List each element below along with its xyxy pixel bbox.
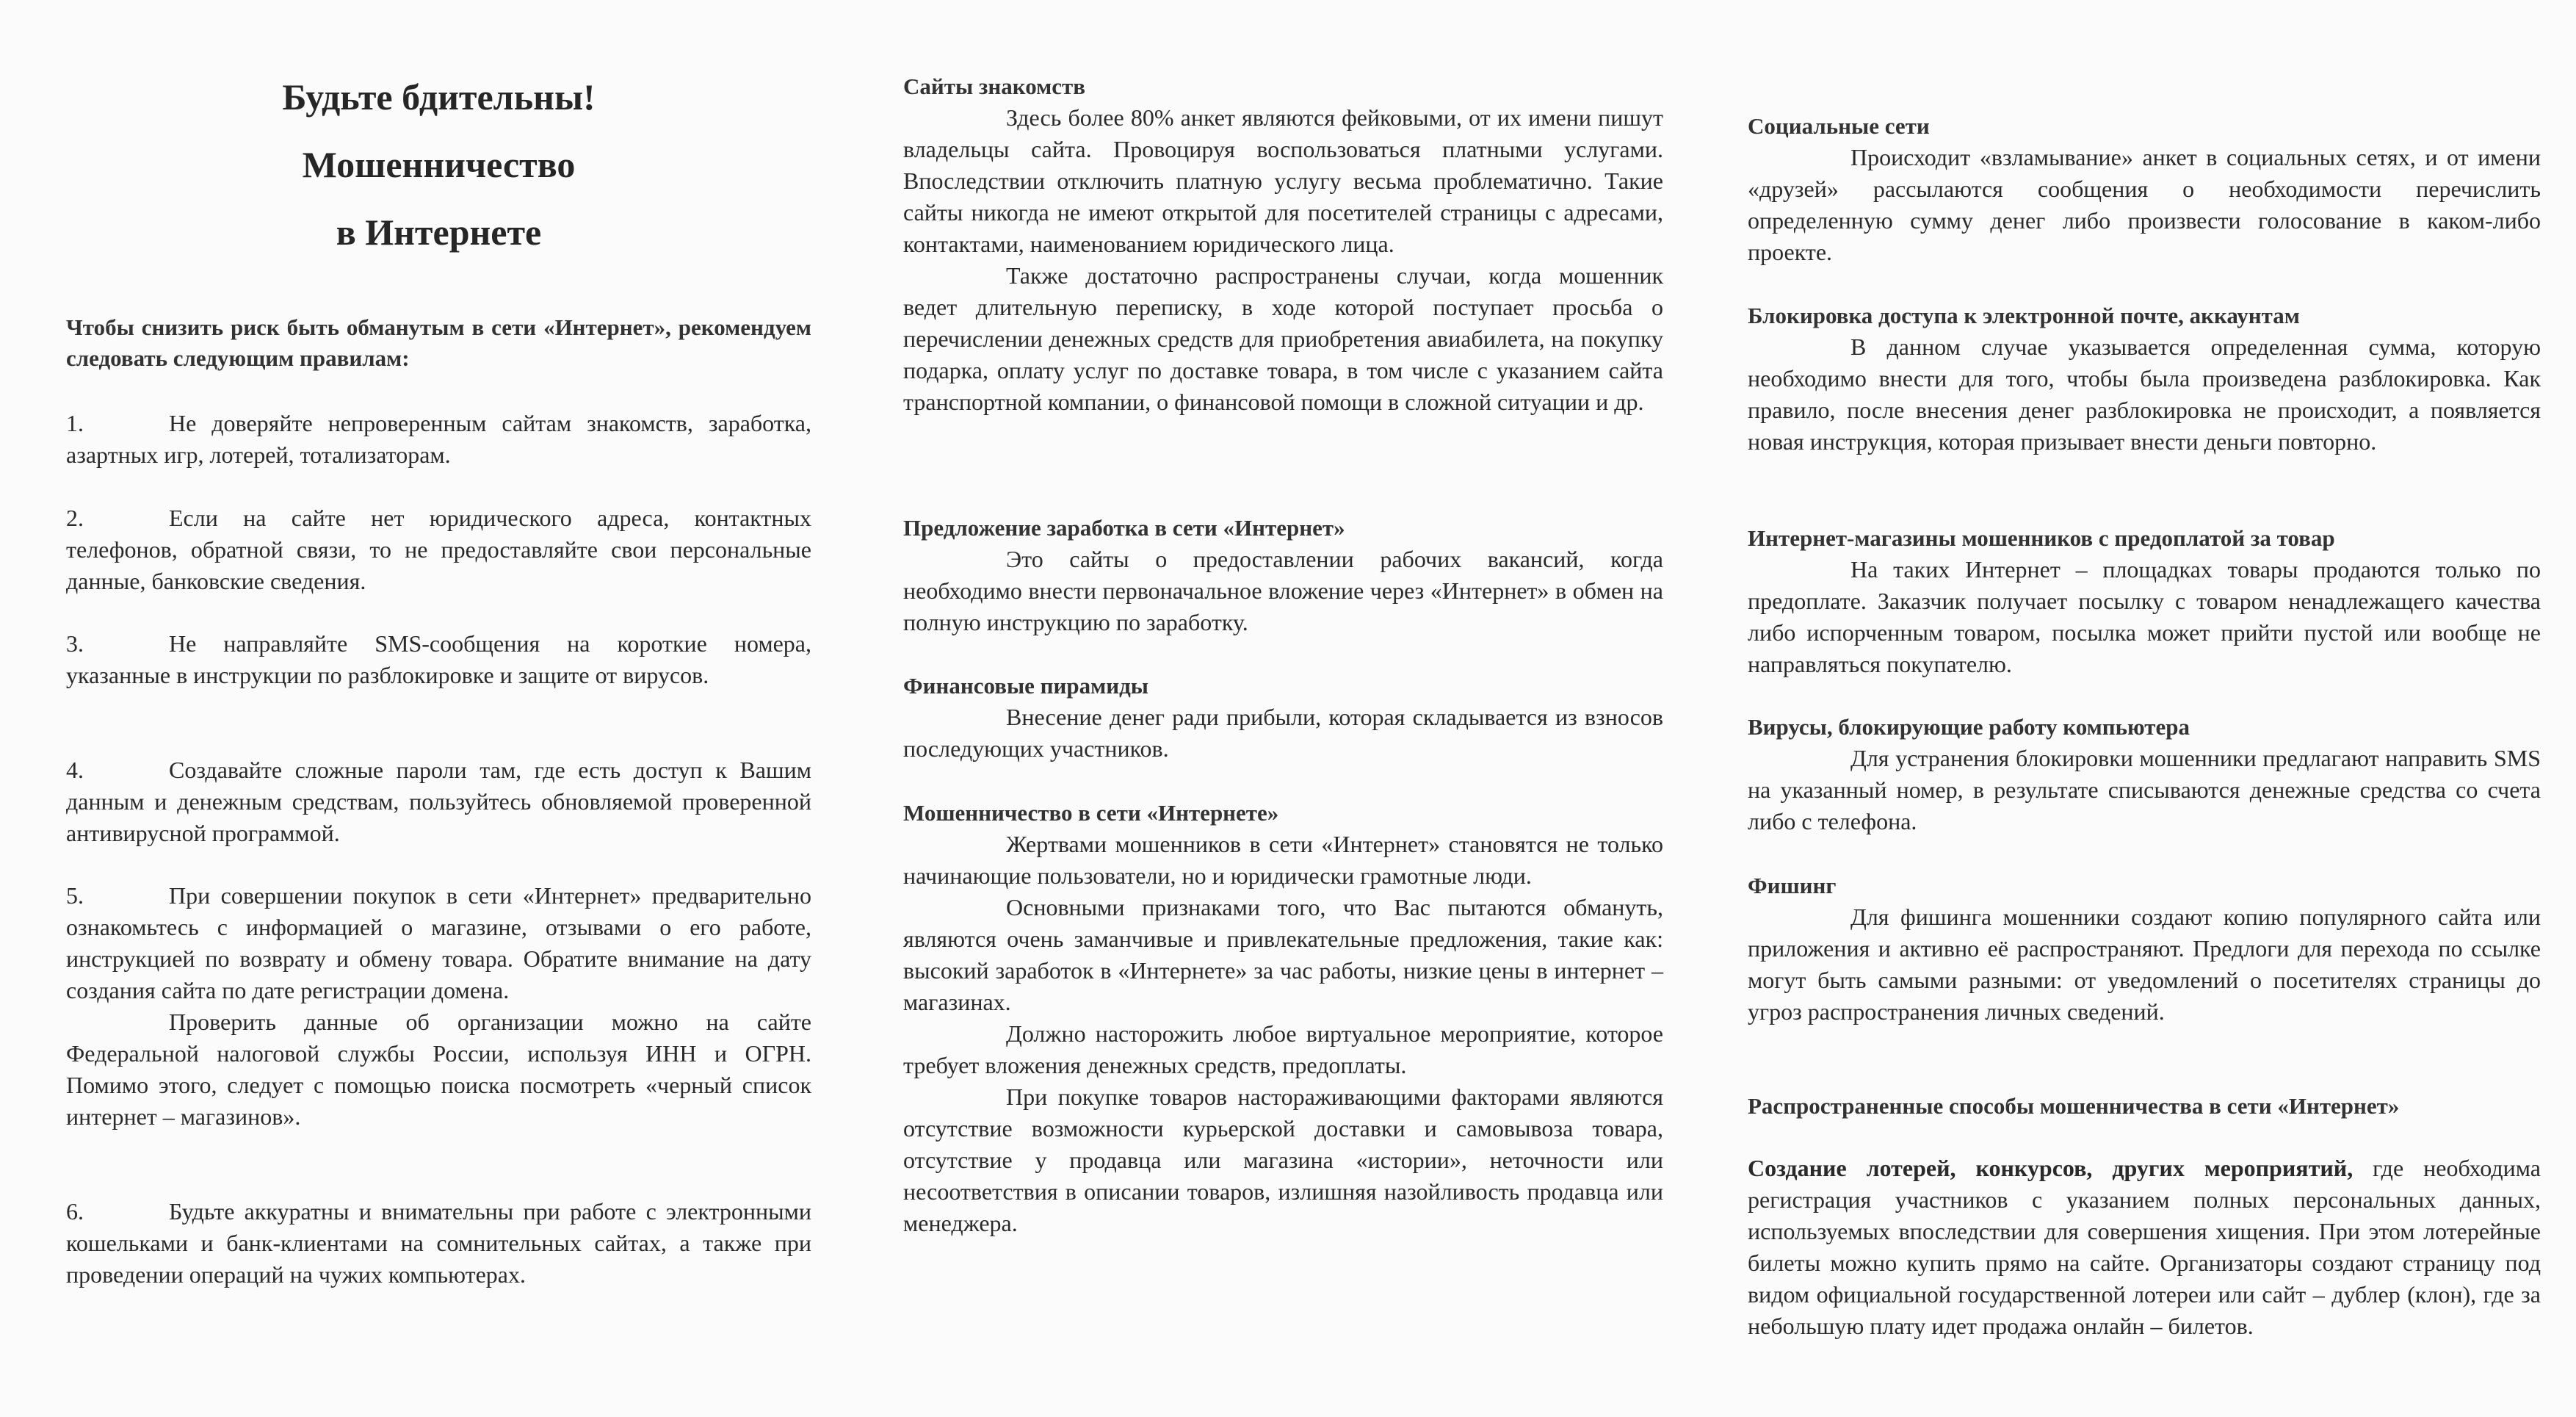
section-paragraph: Жертвами мошенников в сети «Интернет» становятся не только начинающие пользователи, но и юридически грамотные люди. <box>903 831 1663 889</box>
section-account-blocking <box>1748 300 2541 458</box>
rule-5-extra: Проверить данные об организации можно на сайте Федеральной налоговой службы России, используя ИНН и ОГРН. Помимо этого, следует с помощью поиска посмотреть «черный список интернет – магазинов». <box>66 1009 811 1130</box>
rule-5 <box>66 880 811 1133</box>
section-paragraph: На таких Интернет – площадках товары продаются только по предоплате. Заказчик получает посылку с товаром ненадлежащего качества либо испорченным товаром, посылка может прийти пустой или вообще не направляться покупателю. <box>1748 556 2541 677</box>
rule-2 <box>66 502 811 597</box>
rule-3 <box>66 628 811 691</box>
rule-text: Будьте аккуратны и внимательны при работе с электронными кошельками и банк-клиентами на сомнительных сайтах, а также при проведении операций на чужих компьютерах. <box>66 1198 811 1288</box>
section-paragraph: Это сайты о предоставлении рабочих вакансий, когда необходимо внести первоначальное вложение через «Интернет» в обмен на полную инструкцию по заработку. <box>903 546 1663 635</box>
section-heading: Вирусы, блокирующие работу компьютера <box>1748 714 2190 740</box>
section-fraud-shops <box>1748 522 2541 680</box>
rule-6 <box>66 1196 811 1291</box>
rule-text: Не направляйте SMS-сообщения на короткие номера, указанные в инструкции по разблокировке и защите от вирусов. <box>66 630 811 688</box>
section-paragraph: Основными признаками того, что Вас пытаются обмануть, являются очень заманчивые и привлекательные предложения, такие как: высокий заработок в «Интернете» за час работы, низкие цены в интернет – магазинах. <box>903 894 1663 1015</box>
section-paragraph: Для устранения блокировки мошенники предлагают направить SMS на указанный номер, в результате списываются денежные средства со счета либо с телефона. <box>1748 745 2541 834</box>
section-paragraph <box>1748 1153 2541 1342</box>
section-dating-sites <box>903 71 1663 418</box>
rule-text: При совершении покупок в сети «Интернет» предварительно ознакомьтесь с информацией о магазине, отзывами о его работе, инструкцией по возврату и обмену товара. Обратите внимание на дату создания сайта по дате регистрации домена. <box>66 882 811 1003</box>
section-internet-fraud <box>903 797 1663 1239</box>
section-paragraph: Здесь более 80% анкет являются фейковыми, от их имени пишут владельцы сайта. Провоцируя воспользоваться платными услугами. Впоследствии отключить платную услугу весьма проблематично. Такие сайты никогда не имеют открытой для посетителей страницы с адресами, контактами, наименованием юридического лица. <box>903 104 1663 257</box>
rule-number: 5. <box>66 882 84 909</box>
section-earnings-offer <box>903 512 1663 638</box>
section-social-networks <box>1748 110 2541 268</box>
section-heading: Сайты знакомств <box>903 73 1085 99</box>
rule-4 <box>66 754 811 849</box>
section-paragraph: Для фишинга мошенники создают копию популярного сайта или приложения и активно её распространяют. Предлоги для перехода по ссылке могут быть самыми разными: от уведомлений о посетителях страницы до угроз распространения личных сведений. <box>1748 904 2541 1025</box>
rule-number: 2. <box>66 505 84 531</box>
rule-number: 3. <box>66 630 84 657</box>
rule-number: 1. <box>66 410 84 436</box>
section-heading: Предложение заработка в сети «Интернет» <box>903 515 1345 541</box>
rule-text: Создавайте сложные пароли там, где есть доступ к Вашим данным и денежным средствам, пользуйтесь обновляемой проверенной антивирусной программой. <box>66 757 811 846</box>
section-paragraph: В данном случае указывается определенная сумма, которую необходимо внести для того, чтобы была произведена разблокировка. Как правило, после внесения денег разблокировка не происходит, а появляется новая инструкция, которая призывает внести деньги повторно. <box>1748 333 2541 455</box>
section-heading: Финансовые пирамиды <box>903 673 1148 699</box>
section-paragraph: Должно насторожить любое виртуальное мероприятие, которое требует вложения денежных средств, предоплаты. <box>903 1020 1663 1078</box>
section-heading: Распространенные способы мошенничества в сети «Интернет» <box>1748 1093 2400 1119</box>
section-paragraph: Происходит «взламывание» анкет в социальных сетях, и от имени «друзей» рассылаются сообщения о необходимости перечислить определенную сумму денег либо произвести голосование в каком-либо проекте. <box>1748 144 2541 265</box>
rule-1 <box>66 408 811 471</box>
lead-bold-text: Создание лотерей, конкурсов, других мероприятий, <box>1748 1155 2354 1181</box>
section-pyramids <box>903 670 1663 765</box>
section-paragraph: При покупке товаров настораживающими факторами являются отсутствие возможности курьерской доставки и самовывоза товара, отсутствие у продавца или магазина «истории», неточности или несоответствия в описании товаров, излишняя назойливость продавца или менеджера. <box>903 1084 1663 1236</box>
section-common-fraud <box>1748 1090 2541 1342</box>
section-heading: Блокировка доступа к электронной почте, аккаунтам <box>1748 303 2300 328</box>
section-paragraph: Внесение денег ради прибыли, которая складывается из взносов последующих участников. <box>903 704 1663 762</box>
intro-text: Чтобы снизить риск быть обманутым в сети «Интернет», рекомендуем следовать следующим правилам: <box>66 314 811 371</box>
rule-number: 4. <box>66 757 84 783</box>
title-line-2: Мошенничество <box>302 144 576 185</box>
section-heading: Интернет-магазины мошенников с предоплатой за товар <box>1748 525 2335 551</box>
section-heading: Фишинг <box>1748 873 1837 898</box>
section-heading: Мошенничество в сети «Интернете» <box>903 800 1279 826</box>
lead-continuation: где необходима регистрация участников с указанием полных персональных данных, используемых впоследствии для совершения хищения. При этом лотерейные билеты можно купить прямо на сайте. Организаторы создают страницу под видом официальной государственной лотереи или сайт – дублер (клон), где за небольшую плату идет продажа онлайн – билетов. <box>1748 1155 2541 1339</box>
section-phishing <box>1748 870 2541 1028</box>
section-viruses <box>1748 711 2541 837</box>
rule-text: Если на сайте нет юридического адреса, контактных телефонов, обратной связи, то не предоставляйте свои персональные данные, банковские сведения. <box>66 505 811 594</box>
section-paragraph: Также достаточно распространены случаи, когда мошенник ведет длительную переписку, в ходе которой поступает просьба о перечислении денежных средств для приобретения авиабилета, на покупку подарка, оплату услуг по доставке товара, в том числе с указанием сайта транспортной компании, о финансовой помощи в сложной ситуации и др. <box>903 262 1663 415</box>
title-line-3: в Интернете <box>336 212 542 253</box>
rule-text: Не доверяйте непроверенным сайтам знакомств, заработка, азартных игр, лотерей, тотализаторам. <box>66 410 811 468</box>
section-heading: Социальные сети <box>1748 113 1930 139</box>
rule-number: 6. <box>66 1198 84 1225</box>
title-line-1: Будьте бдительны! <box>282 76 596 118</box>
